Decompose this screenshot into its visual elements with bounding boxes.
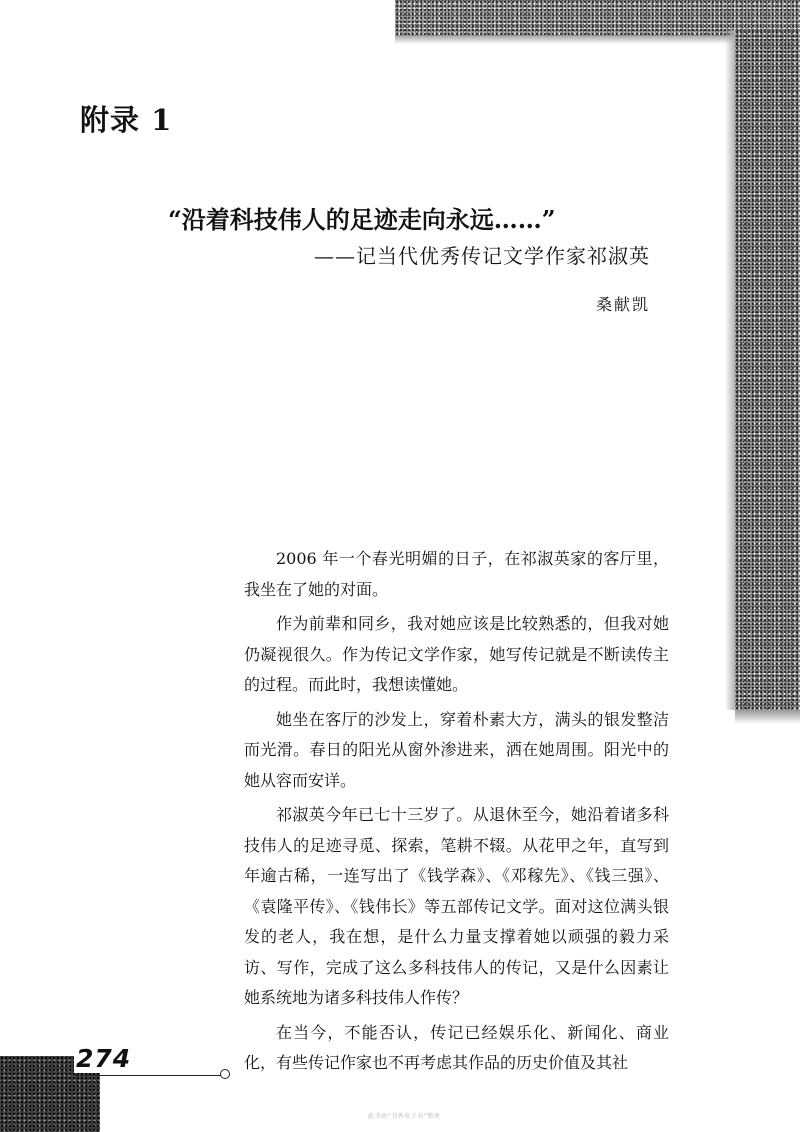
appendix-label: 附录 1 [80,103,173,137]
body-paragraph: 在当今，不能否认，传记已经娱乐化、新闻化、商业化，有些传记作家也不再考虑其作品的历史价值及其社 [244,1022,669,1072]
author-name: 桑献凯 [595,295,650,314]
scan-border-right [735,30,800,710]
article-subtitle: ——记当代优秀传记文学作家祁淑英 [314,244,650,268]
body-paragraph: 她坐在客厅的沙发上，穿着朴素大方，满头的银发整洁而光滑。春日的阳光从窗外渗进来，洒在她周围。阳光中的她从容而安详。 [244,709,669,790]
watermark-text: 此书由“书香电子书”整理 [368,1113,441,1120]
body-paragraph: 2006 年一个春光明媚的日子，在祁淑英家的客厅里，我坐在了她的对面。 [244,549,669,599]
footer-circle-ornament [220,1069,230,1079]
body-paragraph: 祁淑英今年已七十三岁了。从退休至今，她沿着诸多科技伟人的足迹寻觅、探索，笔耕不辍。从花甲之年，直写到年逾古稀，一连写出了《钱学森》、《邓稼先》、《钱三强》、《袁隆平传》、《钱伟长》等五部传记文学。面对这位满头银发的老人，我在想，是什么力量支撑着她以顽强的毅力采访、写作，完成了这么多科技伟人的传记，又是什么因素让她系统地为诸多科技伟人作传？ [244,805,669,1007]
article-body [244,544,669,1083]
page-number: 274 [74,1044,137,1073]
article-title: “沿着科技伟人的足迹走向永远……” [168,205,556,234]
footer-rule [74,1075,222,1076]
body-paragraph: 作为前辈和同乡，我对她应该是比较熟悉的，但我对她仍凝视很久。作为传记文学作家，她写传记就是不断读传主的过程。而此时，我想读懂她。 [244,614,669,694]
